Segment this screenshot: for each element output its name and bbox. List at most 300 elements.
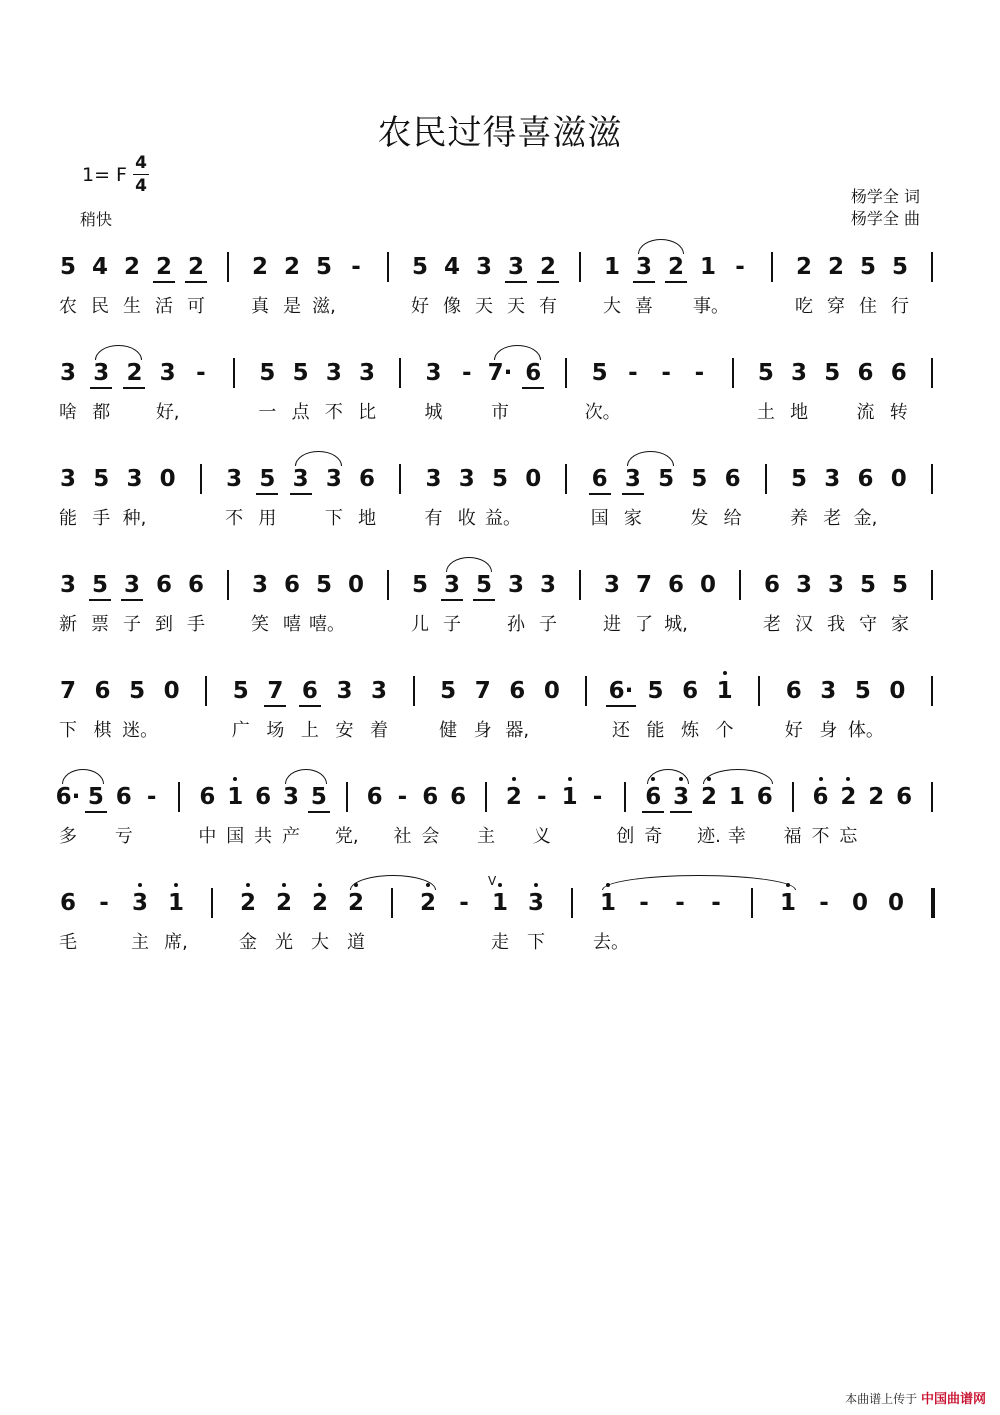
- note-glyph: 3: [292, 466, 309, 492]
- note-glyph: 6: [301, 678, 318, 704]
- note: [813, 676, 843, 706]
- note: [405, 570, 435, 600]
- lyric: 奇: [644, 826, 663, 847]
- lyric: 迹.: [697, 826, 721, 847]
- lyric: 道: [347, 932, 365, 953]
- slur: [446, 557, 492, 572]
- note-glyph: 0: [890, 466, 907, 492]
- lyric: 民: [91, 296, 109, 317]
- note: [593, 888, 623, 918]
- note: [518, 464, 548, 494]
- note: [305, 888, 335, 918]
- note: [789, 252, 819, 282]
- note-glyph: 6: [813, 782, 829, 812]
- note-glyph: 6: [857, 466, 874, 492]
- note: [153, 464, 183, 494]
- note: [501, 252, 531, 282]
- lyric: 安: [335, 720, 354, 741]
- note: [889, 782, 919, 812]
- note: [469, 252, 499, 282]
- lyric: 汉: [795, 614, 813, 635]
- note-glyph: 3: [159, 360, 176, 386]
- lyric: 像: [443, 296, 461, 317]
- score-row: [0, 782, 1000, 877]
- lyric: 守: [859, 614, 877, 635]
- note: [364, 676, 394, 706]
- note-glyph: 1: [603, 254, 620, 280]
- note-glyph: 2: [827, 254, 844, 280]
- note-glyph: 5: [791, 466, 808, 492]
- note: [817, 464, 847, 494]
- octave-dot: [534, 883, 538, 887]
- slur: [638, 239, 684, 254]
- barline: [399, 358, 401, 388]
- note: [537, 676, 567, 706]
- note-glyph: -: [711, 890, 721, 916]
- octave-dot: [568, 777, 572, 781]
- lyric: 吃: [795, 296, 813, 317]
- note: [750, 782, 780, 812]
- lyric: 养: [790, 508, 809, 529]
- note-glyph: 5: [647, 678, 664, 704]
- note-glyph: 5: [59, 254, 76, 280]
- note: [710, 676, 740, 706]
- lyric: 好: [784, 720, 803, 741]
- slur: [285, 769, 327, 784]
- note-glyph: -: [675, 890, 685, 916]
- barline: [387, 570, 389, 600]
- note-glyph: 5: [757, 360, 774, 386]
- note-glyph: 1: [717, 676, 733, 706]
- barline: [227, 570, 229, 600]
- note-glyph: 2: [539, 254, 556, 280]
- lyric: 下: [527, 932, 545, 953]
- note: [661, 252, 691, 282]
- lyric: 不: [811, 826, 830, 847]
- note-glyph: 3: [336, 678, 353, 704]
- lyric: 亏: [114, 826, 133, 847]
- note-glyph: 5: [440, 678, 457, 704]
- note: [192, 782, 222, 812]
- note-glyph: 5: [475, 572, 492, 598]
- lyric: 新: [59, 614, 77, 635]
- note-glyph: 2: [348, 888, 364, 918]
- octave-dot: [246, 883, 250, 887]
- note-glyph: 1: [780, 888, 796, 918]
- note: [684, 464, 714, 494]
- note: [260, 676, 290, 706]
- lyric: 社: [393, 826, 412, 847]
- note: [309, 252, 339, 282]
- note: [779, 676, 809, 706]
- barline: [931, 570, 933, 600]
- lyric: 家: [623, 508, 642, 529]
- note-glyph: 3: [507, 254, 524, 280]
- page-title: 农民过得喜滋滋: [377, 113, 623, 153]
- note: [53, 252, 83, 282]
- note: [119, 464, 149, 494]
- note-glyph: 6: [359, 466, 376, 492]
- note-glyph: -: [397, 784, 408, 810]
- note: [722, 782, 752, 812]
- lyric: 创: [616, 826, 635, 847]
- note-glyph: 3: [59, 466, 76, 492]
- final-barline: [931, 888, 935, 918]
- note: [784, 358, 814, 388]
- note: [319, 358, 349, 388]
- note-glyph: 3: [635, 254, 652, 280]
- note-glyph: 3: [795, 572, 812, 598]
- lyric: 迷。: [122, 720, 159, 741]
- score-row: [0, 252, 1000, 347]
- lyric: 健: [439, 720, 458, 741]
- barline: [931, 676, 933, 706]
- lyricist-credit: 杨学全 词: [850, 187, 920, 206]
- composer-credit: 杨学全 曲: [850, 209, 920, 228]
- barline: [205, 676, 207, 706]
- note: [675, 676, 705, 706]
- note-glyph: 3: [123, 572, 140, 598]
- note: [851, 464, 881, 494]
- note: [629, 888, 659, 918]
- note: [725, 252, 755, 282]
- note-glyph: 0: [159, 466, 176, 492]
- lyric: 多: [59, 826, 77, 847]
- note: [341, 570, 371, 600]
- lyric: 喜: [635, 296, 653, 317]
- note: [245, 252, 275, 282]
- note: [555, 782, 585, 812]
- note-glyph: 3: [282, 784, 299, 810]
- note: [137, 782, 167, 812]
- note-glyph: 6: [450, 784, 467, 810]
- slur: [295, 451, 342, 466]
- note: [885, 570, 915, 600]
- lyric: 收: [457, 508, 476, 529]
- note-glyph: 3: [251, 572, 268, 598]
- lyric: 党,: [334, 826, 359, 847]
- lyric: 子: [123, 614, 141, 635]
- note: [853, 570, 883, 600]
- note: [661, 570, 691, 600]
- footer: [845, 1388, 986, 1407]
- slur: [703, 769, 773, 784]
- note-glyph: 0: [887, 890, 904, 916]
- note-glyph: 6: [59, 890, 76, 916]
- lyric: 票: [91, 614, 109, 635]
- note: [443, 782, 473, 812]
- note-glyph: 1: [728, 784, 745, 810]
- note-glyph: 3: [371, 678, 388, 704]
- lyric: 共: [254, 826, 273, 847]
- lyric: 上: [300, 720, 319, 741]
- lyric: 土: [756, 402, 775, 423]
- lyric: 好,: [155, 402, 180, 423]
- note: [117, 570, 147, 600]
- note-glyph: 5: [691, 466, 708, 492]
- lyric: 中: [198, 826, 217, 847]
- note-glyph: 3: [458, 466, 475, 492]
- note: [533, 570, 563, 600]
- lyric: 一: [258, 402, 277, 423]
- lyric: 地: [790, 402, 809, 423]
- note-glyph: 0: [163, 678, 180, 704]
- note: [757, 570, 787, 600]
- note-glyph: 6: [283, 572, 300, 598]
- note-glyph: 1: [492, 888, 508, 918]
- slur: [494, 345, 541, 360]
- note: [161, 888, 191, 918]
- octave-dot: [233, 777, 237, 781]
- note-glyph: 2: [187, 254, 204, 280]
- note: [821, 570, 851, 600]
- note: [848, 676, 878, 706]
- note: [452, 464, 482, 494]
- note: [252, 358, 282, 388]
- note-glyph: 5: [491, 466, 508, 492]
- note: [629, 252, 659, 282]
- barline: [565, 358, 567, 388]
- note-glyph: 6: [255, 784, 272, 810]
- lyric: 义: [532, 826, 551, 847]
- note-glyph: -: [592, 784, 603, 810]
- note-glyph: 2: [276, 888, 292, 918]
- barline: [751, 888, 753, 918]
- note-glyph: 1: [227, 782, 243, 812]
- barline: [387, 252, 389, 282]
- octave-dot: [318, 883, 322, 887]
- lyric: 好: [411, 296, 429, 317]
- note: [449, 888, 479, 918]
- note: [452, 358, 482, 388]
- octave-dot: [138, 883, 142, 887]
- note-glyph: -: [819, 890, 829, 916]
- note: [606, 676, 636, 706]
- note: [53, 570, 83, 600]
- lyric: 事。: [693, 296, 729, 317]
- note: [387, 782, 417, 812]
- lyric: 儿: [411, 614, 429, 635]
- slur: [602, 875, 796, 890]
- note-glyph: 2: [840, 782, 856, 812]
- note: [219, 464, 249, 494]
- note: [618, 358, 648, 388]
- note-glyph: 3: [603, 572, 620, 598]
- note: [277, 570, 307, 600]
- lyric: 是: [283, 296, 301, 317]
- note-glyph: 3: [425, 466, 442, 492]
- lyric: 幸: [727, 826, 746, 847]
- lyric: 手: [187, 614, 205, 635]
- note: [125, 888, 155, 918]
- note-glyph: -: [661, 360, 671, 386]
- lyric: 嘻。: [309, 614, 345, 635]
- note-glyph: 1: [699, 254, 716, 280]
- note: [181, 570, 211, 600]
- note: [233, 888, 263, 918]
- slur: [627, 451, 674, 466]
- lyric: 发: [690, 508, 709, 529]
- note-glyph: 5: [411, 254, 428, 280]
- note: [806, 782, 836, 812]
- note: [81, 782, 111, 812]
- lyric: 市: [491, 402, 509, 423]
- note: [309, 570, 339, 600]
- lyric: 席,: [164, 932, 188, 953]
- note-glyph: 3: [539, 572, 556, 598]
- lyric: 活: [155, 296, 173, 317]
- note-glyph: 5: [315, 572, 332, 598]
- note: [618, 464, 648, 494]
- note-glyph: 4: [443, 254, 460, 280]
- note-glyph: -: [537, 784, 547, 810]
- note-glyph: 3: [443, 572, 460, 598]
- note: [585, 464, 615, 494]
- note-glyph: 6: [155, 572, 172, 598]
- lyric: 子: [539, 614, 557, 635]
- note-glyph: 3: [824, 466, 841, 492]
- note: [861, 782, 891, 812]
- note: [286, 358, 316, 388]
- note-glyph: 3: [791, 360, 808, 386]
- note: [86, 464, 116, 494]
- note: [502, 676, 532, 706]
- note: [693, 252, 723, 282]
- lyric: 了: [635, 614, 653, 635]
- note-glyph: 6: [890, 360, 907, 386]
- time-signature-bottom: 4: [135, 176, 147, 196]
- note: [329, 676, 359, 706]
- barline: [765, 464, 767, 494]
- lyric: 能: [59, 508, 77, 529]
- barline: [346, 782, 348, 812]
- note-glyph: 6·: [608, 678, 634, 704]
- time-signature: [133, 153, 149, 196]
- note-glyph: 5: [292, 360, 309, 386]
- note-glyph: 5: [310, 784, 327, 810]
- note-glyph: 6: [509, 678, 526, 704]
- lyric: 体。: [847, 720, 884, 741]
- barline: [771, 252, 773, 282]
- note-glyph: 3: [226, 466, 243, 492]
- note-glyph: 2: [312, 888, 328, 918]
- note-glyph: 5: [658, 466, 675, 492]
- octave-dot: [282, 883, 286, 887]
- note: [851, 358, 881, 388]
- note-glyph: 5: [91, 572, 108, 598]
- lyric: 个: [715, 720, 734, 741]
- note-glyph: 5: [315, 254, 332, 280]
- lyric: 啥: [59, 402, 77, 423]
- note: [341, 252, 371, 282]
- note-glyph: 6: [756, 784, 773, 810]
- note-glyph: 2: [701, 782, 717, 812]
- note-glyph: 1: [600, 888, 616, 918]
- note-glyph: 7: [59, 678, 76, 704]
- lyric: 益。: [485, 508, 521, 529]
- lyric: 城: [424, 402, 443, 423]
- note: [809, 888, 839, 918]
- note-glyph: 5: [93, 466, 110, 492]
- note-glyph: 5: [232, 678, 249, 704]
- note-glyph: 3: [673, 782, 689, 812]
- note-glyph: 0: [525, 466, 542, 492]
- note-glyph: 5: [259, 360, 276, 386]
- lyric: 种,: [122, 508, 147, 529]
- note-glyph: 3: [827, 572, 844, 598]
- note: [665, 888, 695, 918]
- barline: [413, 676, 415, 706]
- note: [833, 782, 863, 812]
- note-glyph: 5: [891, 254, 908, 280]
- lyric: 地: [358, 508, 377, 529]
- note-glyph: 2: [420, 888, 436, 918]
- note-glyph: -: [459, 890, 469, 916]
- note-glyph: 0: [699, 572, 716, 598]
- note-glyph: 5: [259, 466, 276, 492]
- barline: [792, 782, 794, 812]
- note: [773, 888, 803, 918]
- note-glyph: 3: [325, 466, 342, 492]
- note: [882, 676, 912, 706]
- note: [119, 358, 149, 388]
- lyric: 孙: [507, 614, 525, 635]
- note-glyph: 6: [591, 466, 608, 492]
- slur: [95, 345, 142, 360]
- note-glyph: 2: [283, 254, 300, 280]
- barline: [931, 358, 933, 388]
- credits: [851, 186, 920, 230]
- tempo-marking: 稍快: [80, 210, 113, 229]
- note-glyph: 5: [411, 572, 428, 598]
- note: [784, 464, 814, 494]
- note: [352, 358, 382, 388]
- lyric: 炼: [681, 720, 700, 741]
- note: [789, 570, 819, 600]
- note: [501, 570, 531, 600]
- note-glyph: 0: [543, 678, 560, 704]
- lyric: 我: [827, 614, 845, 635]
- note-glyph: 5: [859, 572, 876, 598]
- note: [437, 252, 467, 282]
- note-glyph: 6: [682, 678, 699, 704]
- lyric: 住: [859, 296, 877, 317]
- lyric: 农: [59, 296, 77, 317]
- note-glyph: 6: [366, 784, 383, 810]
- note: [684, 358, 714, 388]
- note-glyph: 2: [868, 784, 885, 810]
- note: [821, 252, 851, 282]
- note-glyph: -: [351, 254, 361, 280]
- lyric: 产: [281, 826, 300, 847]
- note: [181, 252, 211, 282]
- note: [433, 676, 463, 706]
- lyric: 老: [763, 614, 781, 635]
- note: [53, 676, 83, 706]
- note: [651, 358, 681, 388]
- note-glyph: 0: [851, 890, 868, 916]
- note-glyph: 6: [763, 572, 780, 598]
- octave-dot: [174, 883, 178, 887]
- score-row: [0, 464, 1000, 559]
- note-glyph: 1: [168, 888, 184, 918]
- barline: [571, 888, 573, 918]
- note: [53, 782, 83, 812]
- lyric: 行: [891, 296, 909, 317]
- note: [499, 782, 529, 812]
- note: [419, 464, 449, 494]
- note-glyph: 6: [187, 572, 204, 598]
